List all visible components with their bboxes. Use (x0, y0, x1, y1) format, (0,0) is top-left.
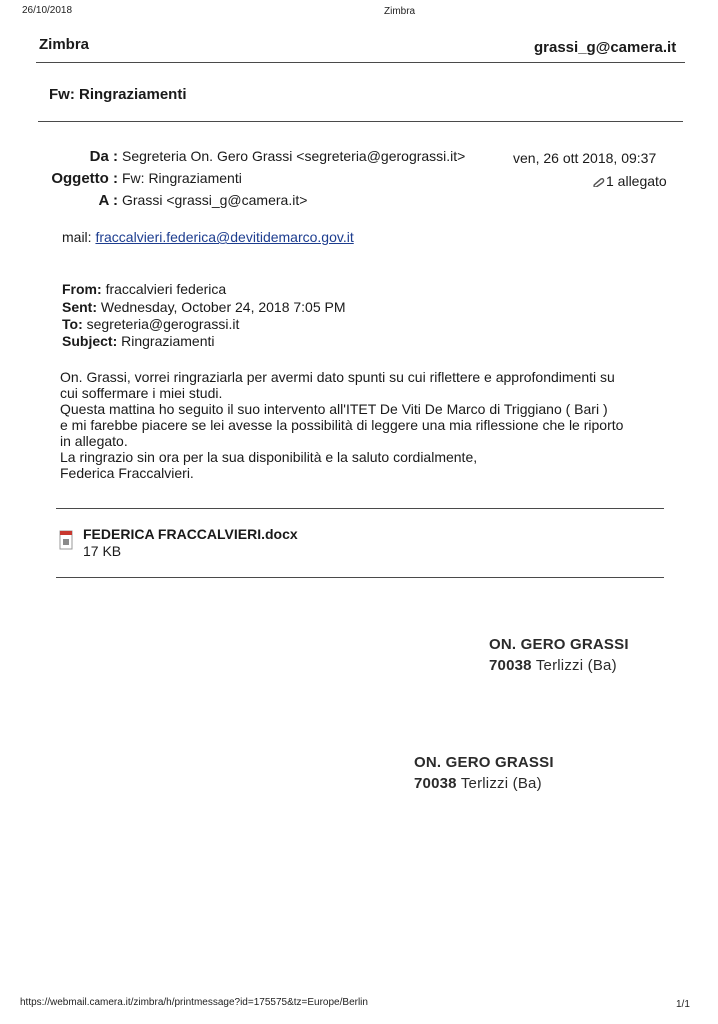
subject-divider (38, 121, 683, 122)
attachment-size: 17 KB (83, 543, 122, 559)
from-row (58, 148, 465, 165)
body-line: cui soffermare i miei studi. (60, 385, 223, 401)
forwarded-subject-label: Subject: (62, 333, 118, 349)
message-body (60, 369, 623, 481)
message-subject-title: Fw: Ringraziamenti (49, 86, 187, 103)
attachment-item[interactable] (58, 526, 338, 562)
to-row (58, 192, 307, 209)
stamp-city: Terlizzi (Ba) (535, 657, 617, 674)
to-value: Grassi <grassi_g@camera.it> (122, 192, 308, 208)
mail-label: mail: (62, 229, 92, 245)
mail-row (62, 229, 354, 245)
stamp-postcode: 70038 (414, 775, 457, 792)
print-date: 26/10/2018 (22, 5, 73, 16)
address-stamp (489, 634, 629, 676)
from-label: Da : (89, 148, 118, 165)
attachment-divider (56, 577, 664, 578)
print-title: Zimbra (384, 6, 416, 17)
document-icon (58, 530, 74, 550)
body-line: On. Grassi, vorrei ringraziarla per avermi dato spunti su cui riflettere e approfondimenti su (60, 369, 615, 385)
subject-value: Fw: Ringraziamenti (122, 170, 242, 186)
paperclip-icon (591, 177, 605, 187)
forwarded-subject-value: Ringraziamenti (121, 333, 215, 349)
body-divider (56, 508, 664, 509)
print-url: https://webmail.camera.it/zimbra/h/printmessage?id=175575&tz=Europe/Berlin (20, 997, 368, 1008)
stamp-postcode: 70038 (489, 657, 532, 674)
forwarded-from (62, 281, 226, 297)
stamp-name: ON. GERO GRASSI (489, 636, 629, 653)
body-line: e mi farebbe piacere se lei avesse la possibilità di leggere una mia riflessione che le riporto (60, 417, 624, 433)
forwarded-sent (62, 299, 346, 315)
forwarded-sent-value: Wednesday, October 24, 2018 7:05 PM (100, 299, 346, 315)
from-value: Segreteria On. Gero Grassi <segreteria@gerograssi.it> (122, 148, 466, 164)
body-line: Questa mattina ho seguito il suo intervento all'ITET De Viti De Marco di Triggiano ( Bari ) (60, 401, 608, 417)
address-stamp (414, 752, 554, 794)
forwarded-subject (62, 333, 215, 349)
subject-row (48, 170, 242, 187)
message-date: ven, 26 ott 2018, 09:37 (513, 150, 657, 166)
body-line: in allegato. (60, 433, 128, 449)
body-line: La ringrazio sin ora per la sua disponibilità e la saluto cordialmente, (60, 449, 478, 465)
forwarded-to (62, 316, 239, 332)
mail-link[interactable]: fraccalvieri.federica@devitidemarco.gov.it (95, 229, 354, 245)
forwarded-from-value: fraccalvieri federica (105, 281, 227, 297)
body-line: Federica Fraccalvieri. (60, 465, 194, 481)
stamp-name: ON. GERO GRASSI (414, 754, 554, 771)
app-name: Zimbra (39, 36, 90, 53)
forwarded-to-label: To: (62, 316, 83, 332)
forwarded-from-label: From: (62, 281, 102, 297)
subject-label: Oggetto : (51, 170, 118, 187)
attachment-name[interactable]: FEDERICA FRACCALVIERI.docx (83, 526, 298, 542)
header-divider (36, 62, 685, 63)
forwarded-to-value: segreteria@gerograssi.it (86, 316, 240, 332)
attachments-indicator[interactable] (591, 173, 667, 189)
attachments-count: 1 allegato (606, 173, 667, 189)
user-email: grassi_g@camera.it (534, 39, 677, 56)
stamp-city: Terlizzi (Ba) (460, 775, 542, 792)
to-label: A : (98, 192, 118, 209)
forwarded-sent-label: Sent: (62, 299, 97, 315)
print-page-number: 1/1 (676, 999, 690, 1010)
